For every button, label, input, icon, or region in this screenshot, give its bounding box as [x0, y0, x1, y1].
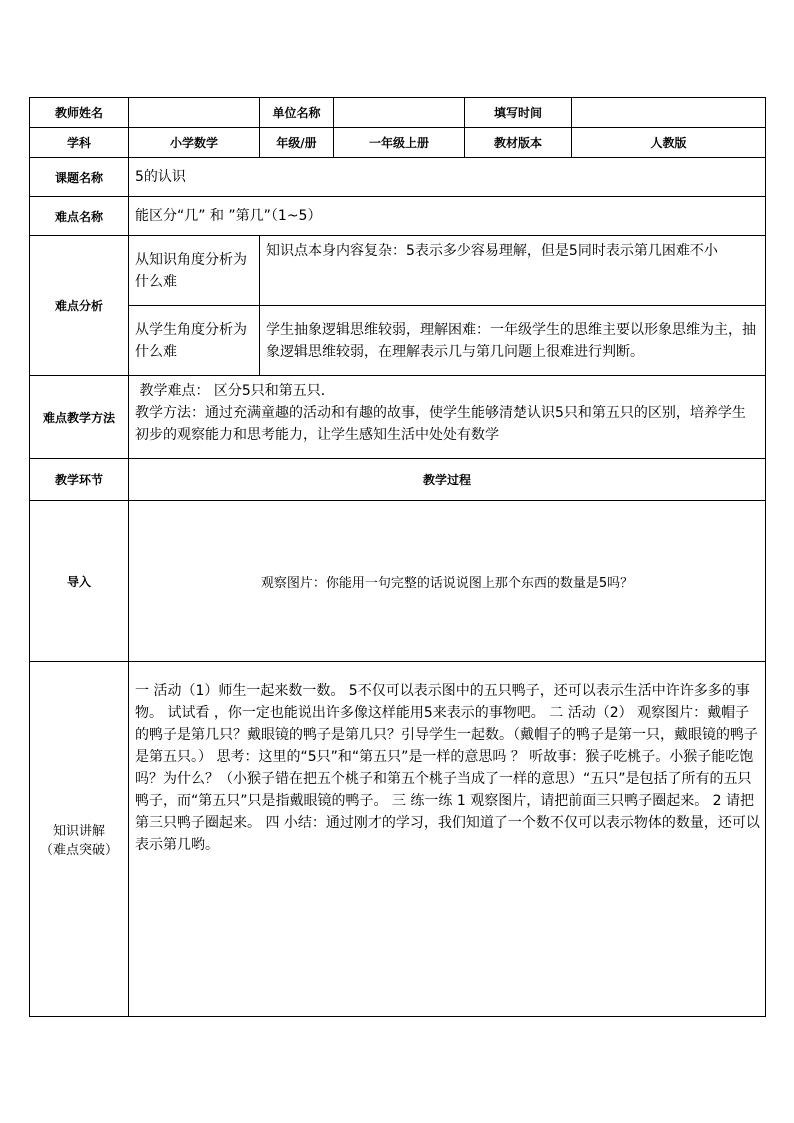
header-row — [30, 98, 766, 128]
explain-label-main: 知识讲解 — [52, 824, 105, 839]
teacher-name-field[interactable] — [129, 98, 260, 128]
teacher-name-label: 教师姓名 — [30, 98, 129, 128]
method-label: 难点教学方法 — [30, 376, 129, 459]
intro-text: 观察图片：你能用一句完整的话说说图上那个东西的数量是5吗？ — [129, 501, 766, 662]
fill-date-label: 填写时间 — [465, 98, 572, 128]
explain-label — [30, 662, 129, 1017]
explain-text: 一 活动（1）师生一起来数一数。 5不仅可以表示图中的五只鸭子，还可以表示生活中许许多多的事物。 试试看 ，你一定也能说出许多像这样能用5来表示的事物吧。 二 活动（2） 观察图片：戴帽子的鸭子是第几只？戴眼镜的鸭子是第几只？引导学生一起数。（戴帽子的鸭子是第一只，戴眼镜的鸭子是第五只。） 思考：这里的“5只”和“第五只”是一样的意思吗 ？ 听故事：猴子吃桃子。小猴子能吃饱吗？为什么？（小猴子错在把五个桃子和第五个桃子当成了一样的意思）“五只”是包括了所有的五只鸭子，而“第五只”只是指戴眼镜的鸭子。 三 练一练 1 观察图片，请把前面三只鸭子圈起来。 2 请把第三只鸭子圈起来。 四 小结：通过刚才的学习，我们知道了一个数不仅可以表示物体的数量，还可以表示第几哟。 — [129, 662, 766, 1017]
method-approach-text: 教学方法：通过充满童趣的活动和有趣的故事，使学生能够清楚认识5只和第五只的区别，培养学生初步的观察能力和思考能力，让学生感知生活中处处有数学 — [135, 405, 746, 443]
fill-date-field[interactable] — [572, 98, 766, 128]
stage-header: 教学环节 — [30, 459, 129, 501]
analysis-knowledge-label: 从知识角度分析为什么难 — [129, 236, 260, 306]
analysis-knowledge-row — [30, 236, 766, 306]
subject-value: 小学数学 — [129, 128, 260, 158]
intro-row — [30, 501, 766, 662]
analysis-student-row — [30, 306, 766, 376]
topic-value: 5的认识 — [129, 158, 766, 197]
edition-label: 教材版本 — [465, 128, 572, 158]
method-content — [129, 376, 766, 459]
meta-row — [30, 128, 766, 158]
grade-label: 年级/册 — [260, 128, 334, 158]
analysis-knowledge-text: 知识点本身内容复杂：5表示多少容易理解，但是5同时表示第几困难不小 — [260, 236, 766, 306]
explain-row — [30, 662, 766, 1017]
difficulty-value: 能区分“几” 和 ”第几”（1~5） — [129, 197, 766, 236]
topic-row — [30, 158, 766, 197]
analysis-student-label: 从学生角度分析为什么难 — [129, 306, 260, 376]
process-header: 教学过程 — [129, 459, 766, 501]
grade-value: 一年级上册 — [334, 128, 465, 158]
unit-name-label: 单位名称 — [260, 98, 334, 128]
method-row — [30, 376, 766, 459]
analysis-label: 难点分析 — [30, 236, 129, 376]
topic-label: 课题名称 — [30, 158, 129, 197]
method-difficulty-line: 教学难点： 区分5只和第五只． — [135, 383, 335, 399]
subject-label: 学科 — [30, 128, 129, 158]
edition-value: 人教版 — [572, 128, 766, 158]
analysis-student-text: 学生抽象逻辑思维较弱，理解困难：一年级学生的思维主要以形象思维为主，抽象逻辑思维较弱，在理解表示几与第几问题上很难进行判断。 — [260, 306, 766, 376]
difficulty-row — [30, 197, 766, 236]
lesson-plan-sheet — [29, 97, 765, 1024]
explain-label-sub: （难点突破） — [39, 843, 118, 858]
intro-label: 导入 — [30, 501, 129, 662]
process-header-row — [30, 459, 766, 501]
unit-name-field[interactable] — [334, 98, 465, 128]
lesson-plan-table — [29, 97, 766, 1017]
difficulty-label: 难点名称 — [30, 197, 129, 236]
